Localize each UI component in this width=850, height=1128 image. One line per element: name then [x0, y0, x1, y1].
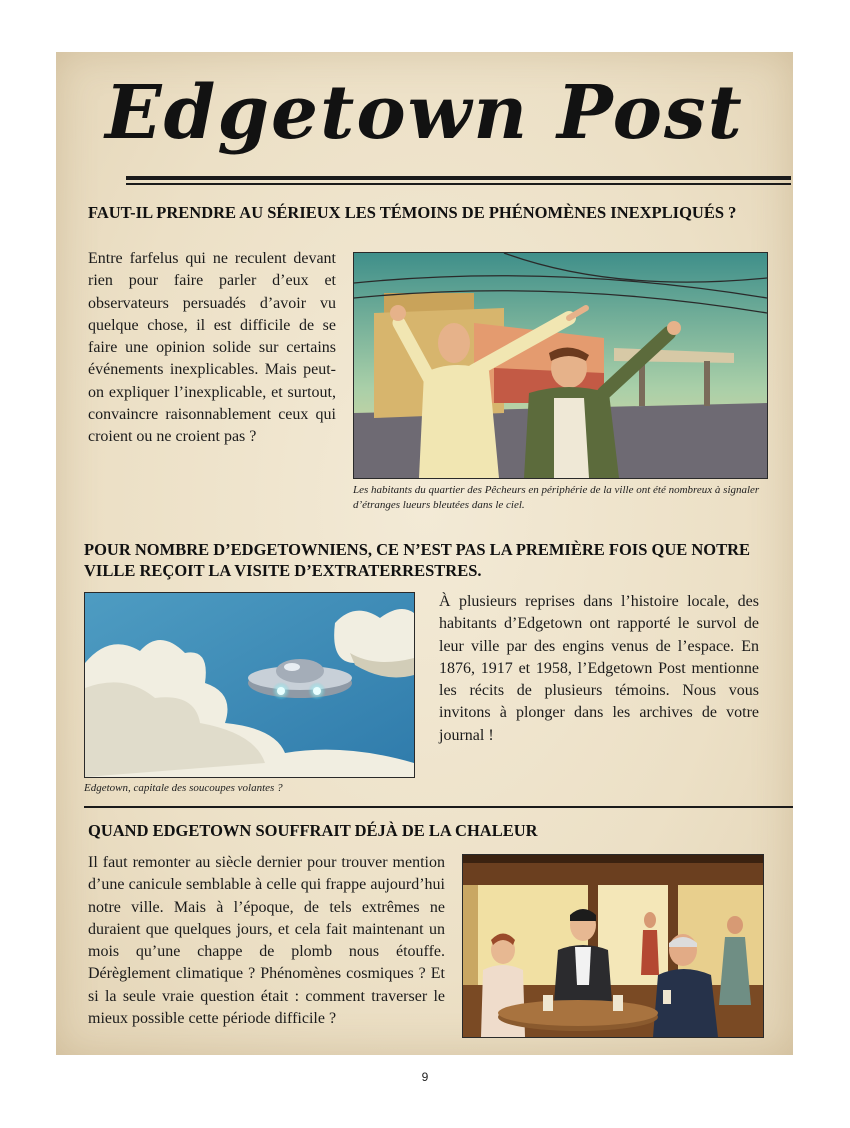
masthead-rule-thick — [126, 176, 791, 180]
newspaper-page — [56, 52, 793, 1055]
article1-headline: FAUT-IL PRENDRE AU SÉRIEUX LES TÉMOINS DE PHÉNOMÈNES INEXPLIQUÉS ? — [88, 203, 737, 222]
article2-caption: Edgetown, capitale des soucoupes volantes ? — [84, 782, 283, 794]
illustration-cafe-scene — [462, 854, 764, 1038]
illustration-flying-saucer — [84, 592, 415, 778]
page-number: 9 — [421, 1070, 429, 1084]
masthead-title: Edgetown Post — [105, 70, 744, 156]
section-divider — [84, 806, 793, 808]
article1-body: Entre farfelus qui ne reculent devant rien pour faire parler d’eux et observateurs persuadés d’avoir vu quelque chose, il est difficile de se faire une opinion solide sur certains événements inexplicables. Mais peut-on expliquer l’inexplicable, et surtout, convaincre raisonnablement ceux qui croient ou ne croient pas ? — [88, 250, 336, 446]
article3-body: Il faut remonter au siècle dernier pour trouver mention d’une canicule semblable à celle qui frappe aujourd’hui notre ville. Mais à l’époque, de tels extrêmes ne duraient que quelques jours, et cela fait maintenant un mois qu’une chappe de plomb nous étouffe. Dérèglement climatique ? Phénomènes cosmiques ? Et si la seule vraie question était : comment traverser le mieux possible cette période difficile ? — [88, 854, 445, 1028]
article2-headline: POUR NOMBRE D’EDGETOWNIENS, CE N’EST PAS LA PREMIÈRE FOIS QUE NOTRE VILLE REÇOIT LA VISITE D’EXTRATERRESTRES. — [84, 540, 751, 580]
illustration-witnesses-pointing — [353, 252, 768, 479]
article3-headline: QUAND EDGETOWN SOUFFRAIT DÉJÀ DE LA CHALEUR — [88, 821, 538, 840]
article2-body: À plusieurs reprises dans l’histoire locale, des habitants d’Edgetown ont rapporté le survol de leur ville par des engins venus de l’espace. En 1876, 1917 et 1958, l’Edgetown Post mentionne les récits de plusieurs témoins. Nous vous invitons à plonger dans les archives de votre journal ! — [439, 593, 759, 744]
masthead-rule-thin — [126, 183, 791, 185]
article1-caption: Les habitants du quartier des Pêcheurs en périphérie de la ville ont été nombreux à signaler d’étranges lueurs bleutées dans le ciel. — [353, 484, 760, 511]
